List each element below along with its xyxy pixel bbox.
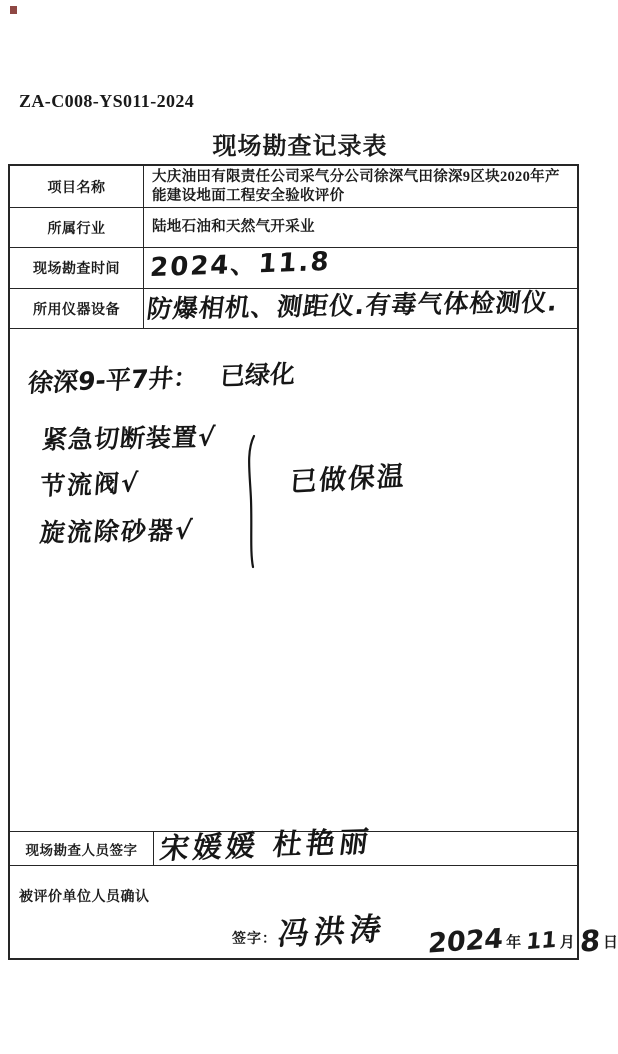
industry-value: 陆地石油和天然气开采业	[152, 219, 315, 235]
well-name-text: 徐深9-平7井：	[26, 362, 200, 398]
handwritten-year: 2024	[426, 922, 505, 960]
year-unit-label: 年	[506, 934, 522, 951]
handwritten-brace-line	[240, 434, 264, 570]
confirmation-date	[426, 920, 618, 962]
well-status-text: 已绿化	[218, 359, 297, 392]
surveyor-signature-label: 现场勘查人员签字	[10, 832, 154, 865]
handwritten-month: 11	[525, 927, 558, 955]
page-title: 现场勘查记录表	[212, 134, 388, 160]
handwritten-day: 8	[578, 923, 602, 959]
handwritten-item-cyclone-desander: 旋流除砂器√	[38, 515, 196, 548]
table-row-industry	[10, 208, 577, 248]
handwritten-insulation-note: 已做保温	[288, 460, 408, 499]
handwritten-survey-date: 2024、11.8	[149, 246, 332, 284]
surveyor-signatures-handwriting: 宋媛媛 杜艳丽	[157, 824, 375, 866]
confirmation-label: 被评价单位人员确认	[19, 890, 150, 905]
sign-here-label: 签字：	[232, 932, 277, 947]
table-row-project-name	[10, 166, 577, 208]
scan-artifact-mark	[10, 6, 17, 14]
confirmation-signature-handwriting: 冯洪涛	[275, 911, 389, 953]
project-name-value: 大庆油田有限责任公司采气分公司徐深气田徐深9区块2020年产能建设地面工程安全验收评价	[152, 168, 560, 204]
survey-time-label: 现场勘查时间	[10, 248, 144, 288]
industry-label: 所属行业	[10, 208, 144, 247]
notes-cell	[10, 329, 577, 832]
spacing	[197, 385, 219, 386]
month-unit-label: 月	[559, 934, 575, 951]
handwritten-equipment-list: 防爆相机、测距仪.有毒气体检测仪.	[145, 287, 560, 324]
document-code: ZA-C008-YS011-2024	[19, 91, 195, 111]
equipment-label: 所用仪器设备	[10, 289, 144, 328]
project-name-label: 项目名称	[10, 166, 144, 207]
handwritten-item-throttle-valve: 节流阀√	[39, 468, 141, 501]
day-unit-label: 日	[603, 934, 618, 951]
handwritten-item-emergency-shutoff: 紧急切断装置√	[40, 422, 217, 455]
